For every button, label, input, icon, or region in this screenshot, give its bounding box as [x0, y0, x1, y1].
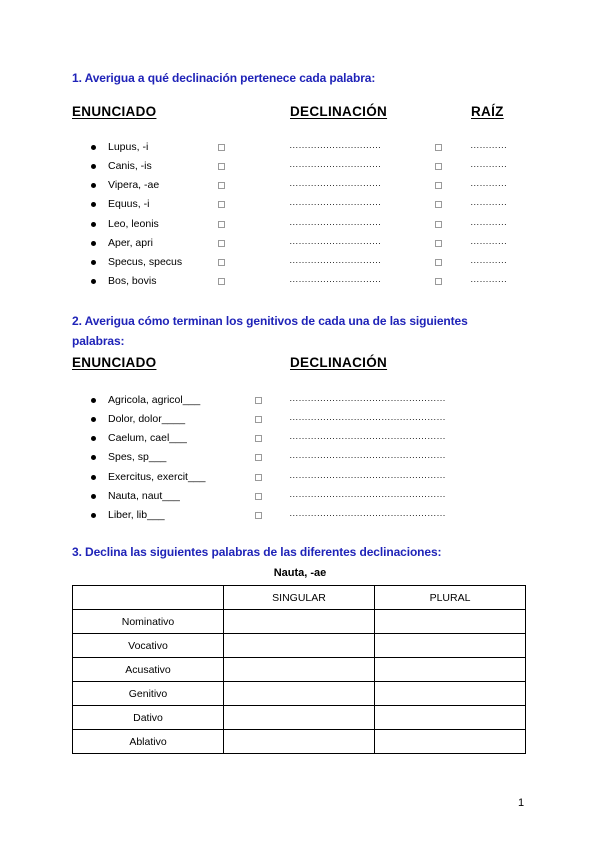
genitive-blank[interactable]: ……………………………………………	[289, 412, 446, 423]
section2-title-line1: 2. Averigua cómo terminan los genitivos de cada una de las siguientes	[72, 314, 468, 328]
checkbox-icon	[435, 201, 442, 208]
plural-cell[interactable]	[375, 730, 526, 754]
raiz-blank[interactable]: …………	[470, 197, 507, 208]
section1-header-enunciado: ENUNCIADO	[72, 104, 157, 119]
raiz-blank[interactable]: …………	[470, 178, 507, 189]
item-word: Liber, lib___	[108, 509, 165, 521]
singular-cell[interactable]	[224, 634, 375, 658]
bullet-icon	[91, 164, 96, 169]
bullet-icon	[91, 417, 96, 422]
item-word: Specus, specus	[108, 256, 183, 268]
table-title: Nauta, -ae	[273, 567, 327, 579]
item-word: Exercitus, exercit___	[108, 471, 206, 483]
checkbox-icon	[255, 416, 262, 423]
bullet-icon	[91, 513, 96, 518]
checkbox-icon	[435, 221, 442, 228]
checkbox-icon	[435, 259, 442, 266]
table-row	[73, 634, 526, 658]
singular-cell[interactable]	[224, 730, 375, 754]
item-word: Spes, sp___	[108, 451, 167, 463]
table-header-corner	[73, 586, 224, 610]
item-word: Caelum, cael___	[108, 432, 187, 444]
bullet-icon	[91, 260, 96, 265]
case-label: Ablativo	[73, 730, 224, 754]
raiz-blank[interactable]: …………	[470, 236, 507, 247]
list-item	[0, 449, 600, 467]
list-item	[0, 392, 600, 410]
bullet-icon	[91, 202, 96, 207]
genitive-blank[interactable]: ……………………………………………	[289, 431, 446, 442]
declinacion-blank[interactable]: …………………………	[289, 236, 382, 247]
bullet-icon	[91, 436, 96, 441]
declinacion-blank[interactable]: …………………………	[289, 274, 382, 285]
declension-table	[72, 585, 526, 754]
section2-header-declinacion: DECLINACIÓN	[290, 355, 388, 370]
section1-header-raiz: RAÍZ	[471, 104, 504, 119]
declinacion-blank[interactable]: …………………………	[289, 255, 382, 266]
declinacion-blank[interactable]: …………………………	[289, 159, 382, 170]
bullet-icon	[91, 475, 96, 480]
section3-title: 3. Declina las siguientes palabras de las diferentes declinaciones:	[72, 545, 442, 559]
table-header-plural: PLURAL	[375, 586, 526, 610]
raiz-blank[interactable]: …………	[470, 217, 507, 228]
checkbox-icon	[218, 221, 225, 228]
declinacion-blank[interactable]: …………………………	[289, 197, 382, 208]
bullet-icon	[91, 145, 96, 150]
checkbox-icon	[255, 397, 262, 404]
checkbox-icon	[218, 144, 225, 151]
genitive-blank[interactable]: ……………………………………………	[289, 489, 446, 500]
raiz-blank[interactable]: …………	[470, 255, 507, 266]
plural-cell[interactable]	[375, 658, 526, 682]
checkbox-icon	[255, 435, 262, 442]
table-row	[73, 658, 526, 682]
raiz-blank[interactable]: …………	[470, 140, 507, 151]
item-word: Vipera, -ae	[108, 179, 160, 191]
bullet-icon	[91, 455, 96, 460]
item-word: Leo, leonis	[108, 218, 159, 230]
checkbox-icon	[255, 512, 262, 519]
checkbox-icon	[218, 259, 225, 266]
plural-cell[interactable]	[375, 706, 526, 730]
item-word: Canis, -is	[108, 160, 152, 172]
checkbox-icon	[255, 493, 262, 500]
checkbox-icon	[218, 201, 225, 208]
checkbox-icon	[218, 240, 225, 247]
item-word: Agricola, agricol___	[108, 394, 201, 406]
raiz-blank[interactable]: …………	[470, 274, 507, 285]
declinacion-blank[interactable]: …………………………	[289, 217, 382, 228]
table-row	[73, 610, 526, 634]
table-row	[73, 730, 526, 754]
section2-title-line2: palabras:	[72, 334, 125, 348]
list-item	[0, 196, 600, 214]
item-word: Dolor, dolor____	[108, 413, 186, 425]
plural-cell[interactable]	[375, 634, 526, 658]
list-item	[0, 488, 600, 506]
list-item	[0, 139, 600, 157]
case-label: Vocativo	[73, 634, 224, 658]
bullet-icon	[91, 241, 96, 246]
table-header-row	[73, 586, 526, 610]
list-item	[0, 411, 600, 429]
item-word: Aper, apri	[108, 237, 153, 249]
singular-cell[interactable]	[224, 706, 375, 730]
item-word: Bos, bovis	[108, 275, 157, 287]
checkbox-icon	[218, 278, 225, 285]
table-row	[73, 706, 526, 730]
list-item	[0, 177, 600, 195]
page-number: 1	[518, 797, 525, 809]
case-label: Acusativo	[73, 658, 224, 682]
item-word: Nauta, naut___	[108, 490, 180, 502]
checkbox-icon	[255, 454, 262, 461]
list-item	[0, 507, 600, 525]
singular-cell[interactable]	[224, 610, 375, 634]
list-item	[0, 235, 600, 253]
section2-header-enunciado: ENUNCIADO	[72, 355, 157, 370]
declinacion-blank[interactable]: …………………………	[289, 140, 382, 151]
bullet-icon	[91, 494, 96, 499]
raiz-blank[interactable]: …………	[470, 159, 507, 170]
singular-cell[interactable]	[224, 682, 375, 706]
list-item	[0, 216, 600, 234]
list-item	[0, 254, 600, 272]
checkbox-icon	[218, 163, 225, 170]
list-item	[0, 469, 600, 487]
case-label: Nominativo	[73, 610, 224, 634]
checkbox-icon	[435, 278, 442, 285]
item-word: Equus, -i	[108, 198, 150, 210]
genitive-blank[interactable]: ……………………………………………	[289, 470, 446, 481]
checkbox-icon	[255, 474, 262, 481]
bullet-icon	[91, 222, 96, 227]
genitive-blank[interactable]: ……………………………………………	[289, 393, 446, 404]
bullet-icon	[91, 279, 96, 284]
bullet-icon	[91, 183, 96, 188]
case-label: Genitivo	[73, 682, 224, 706]
genitive-blank[interactable]: ……………………………………………	[289, 508, 446, 519]
section1-header-declinacion: DECLINACIÓN	[290, 104, 388, 119]
list-item	[0, 430, 600, 448]
checkbox-icon	[435, 144, 442, 151]
singular-cell[interactable]	[224, 658, 375, 682]
item-word: Lupus, -i	[108, 141, 149, 153]
case-label: Dativo	[73, 706, 224, 730]
checkbox-icon	[218, 182, 225, 189]
genitive-blank[interactable]: ……………………………………………	[289, 450, 446, 461]
checkbox-icon	[435, 240, 442, 247]
section1-title: 1. Averigua a qué declinación pertenece cada palabra:	[72, 71, 376, 85]
plural-cell[interactable]	[375, 610, 526, 634]
table-header-singular: SINGULAR	[224, 586, 375, 610]
plural-cell[interactable]	[375, 682, 526, 706]
list-item	[0, 273, 600, 291]
declinacion-blank[interactable]: …………………………	[289, 178, 382, 189]
list-item	[0, 158, 600, 176]
checkbox-icon	[435, 182, 442, 189]
table-row	[73, 682, 526, 706]
checkbox-icon	[435, 163, 442, 170]
bullet-icon	[91, 398, 96, 403]
